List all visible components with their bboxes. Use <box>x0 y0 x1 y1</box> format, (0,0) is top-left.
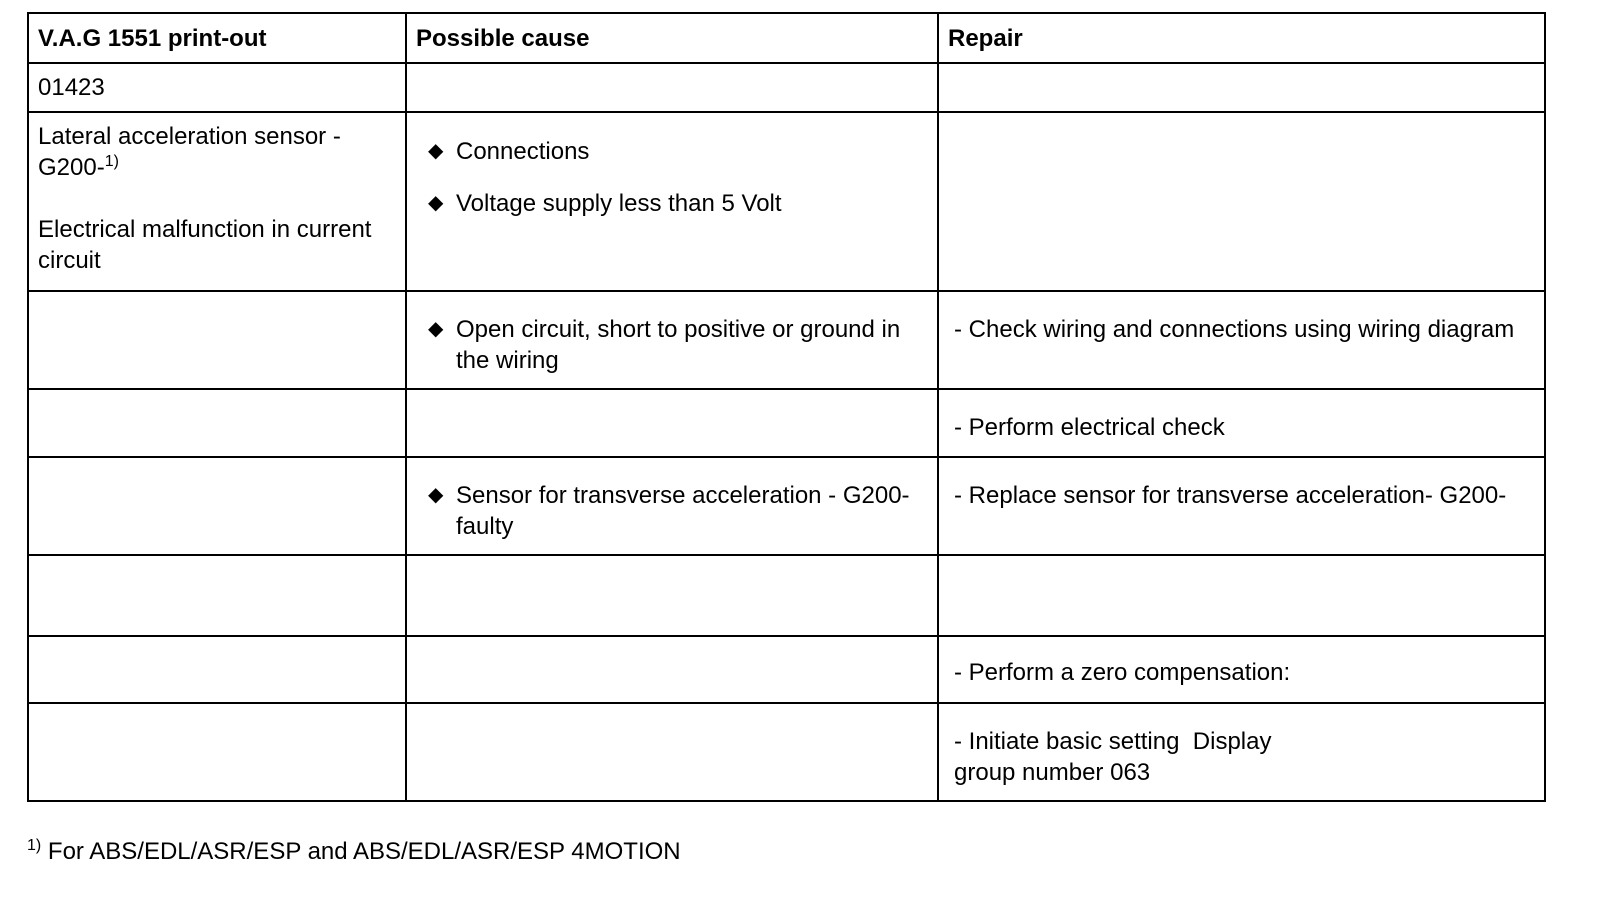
list-item <box>416 136 929 167</box>
table-row <box>28 291 1545 389</box>
cause-cell <box>406 291 938 389</box>
printout-cell <box>28 636 406 703</box>
cause-list <box>416 480 929 542</box>
table-row <box>28 457 1545 555</box>
table-row <box>28 636 1545 703</box>
repair-cell <box>938 703 1545 801</box>
bullet-diamond-icon: ◆ <box>428 192 444 214</box>
cause-text: Connections <box>456 138 590 165</box>
printout-cell <box>28 389 406 457</box>
fault-code: 01423 <box>28 63 406 112</box>
footnote-text: For ABS/EDL/ASR/ESP and ABS/EDL/ASR/ESP 4MOTION <box>41 838 681 865</box>
printout-cell <box>28 457 406 555</box>
header-row <box>28 13 1545 63</box>
cause-list <box>416 136 929 219</box>
list-item <box>416 188 929 219</box>
sensor-description <box>28 112 406 291</box>
cause-text: Open circuit, short to positive or ground in the wiring <box>456 316 901 374</box>
repair-text: - Perform a zero compensation: <box>954 659 1291 686</box>
cause-list <box>416 314 929 376</box>
header-repair: Repair <box>938 13 1545 63</box>
code-row <box>28 63 1545 112</box>
footnote-marker: 1) <box>27 837 42 854</box>
table-row <box>28 389 1545 457</box>
table-row <box>28 555 1545 636</box>
header-cause: Possible cause <box>406 13 938 63</box>
sensor-name: Lateral acceleration sensor - <box>38 123 341 150</box>
cause-text: Voltage supply less than 5 Volt <box>456 190 782 217</box>
printout-cell <box>28 555 406 636</box>
sensor-id: G200- <box>38 154 105 181</box>
repair-cell <box>938 291 1545 389</box>
code-cause-cell <box>406 63 938 112</box>
cause-text: Sensor for transverse acceleration - G200- faulty <box>456 482 910 540</box>
repair-text: - Replace sensor for transverse acceleration- G200- <box>954 482 1507 509</box>
repair-cell <box>938 636 1545 703</box>
header-printout: V.A.G 1551 print-out <box>28 13 406 63</box>
malfunction-text: Electrical malfunction in current circuit <box>38 216 372 274</box>
printout-cell <box>28 703 406 801</box>
repair-cell <box>938 389 1545 457</box>
bullet-diamond-icon: ◆ <box>428 484 444 506</box>
repair-text: - Perform electrical check <box>954 414 1225 441</box>
repair-text: - Initiate basic setting Display <box>954 728 1272 755</box>
table-row <box>28 112 1545 291</box>
cause-cell <box>406 555 938 636</box>
repair-cell <box>938 555 1545 636</box>
list-item <box>416 314 929 376</box>
repair-cell <box>938 457 1545 555</box>
bullet-diamond-icon: ◆ <box>428 140 444 162</box>
bullet-diamond-icon: ◆ <box>428 318 444 340</box>
cause-cell <box>406 389 938 457</box>
repair-cell <box>938 112 1545 291</box>
footnote-ref: 1) <box>104 153 119 170</box>
fault-table <box>27 12 1546 802</box>
cause-cell <box>406 112 938 291</box>
table-row <box>28 703 1545 801</box>
cause-cell <box>406 703 938 801</box>
cause-cell <box>406 457 938 555</box>
printout-cell <box>28 291 406 389</box>
footnote <box>27 836 681 867</box>
repair-text: group number 063 <box>954 759 1151 786</box>
list-item <box>416 480 929 542</box>
sensor-name-line2 <box>38 152 397 183</box>
repair-text: - Check wiring and connections using wiring diagram <box>954 316 1515 343</box>
cause-cell <box>406 636 938 703</box>
code-repair-cell <box>938 63 1545 112</box>
